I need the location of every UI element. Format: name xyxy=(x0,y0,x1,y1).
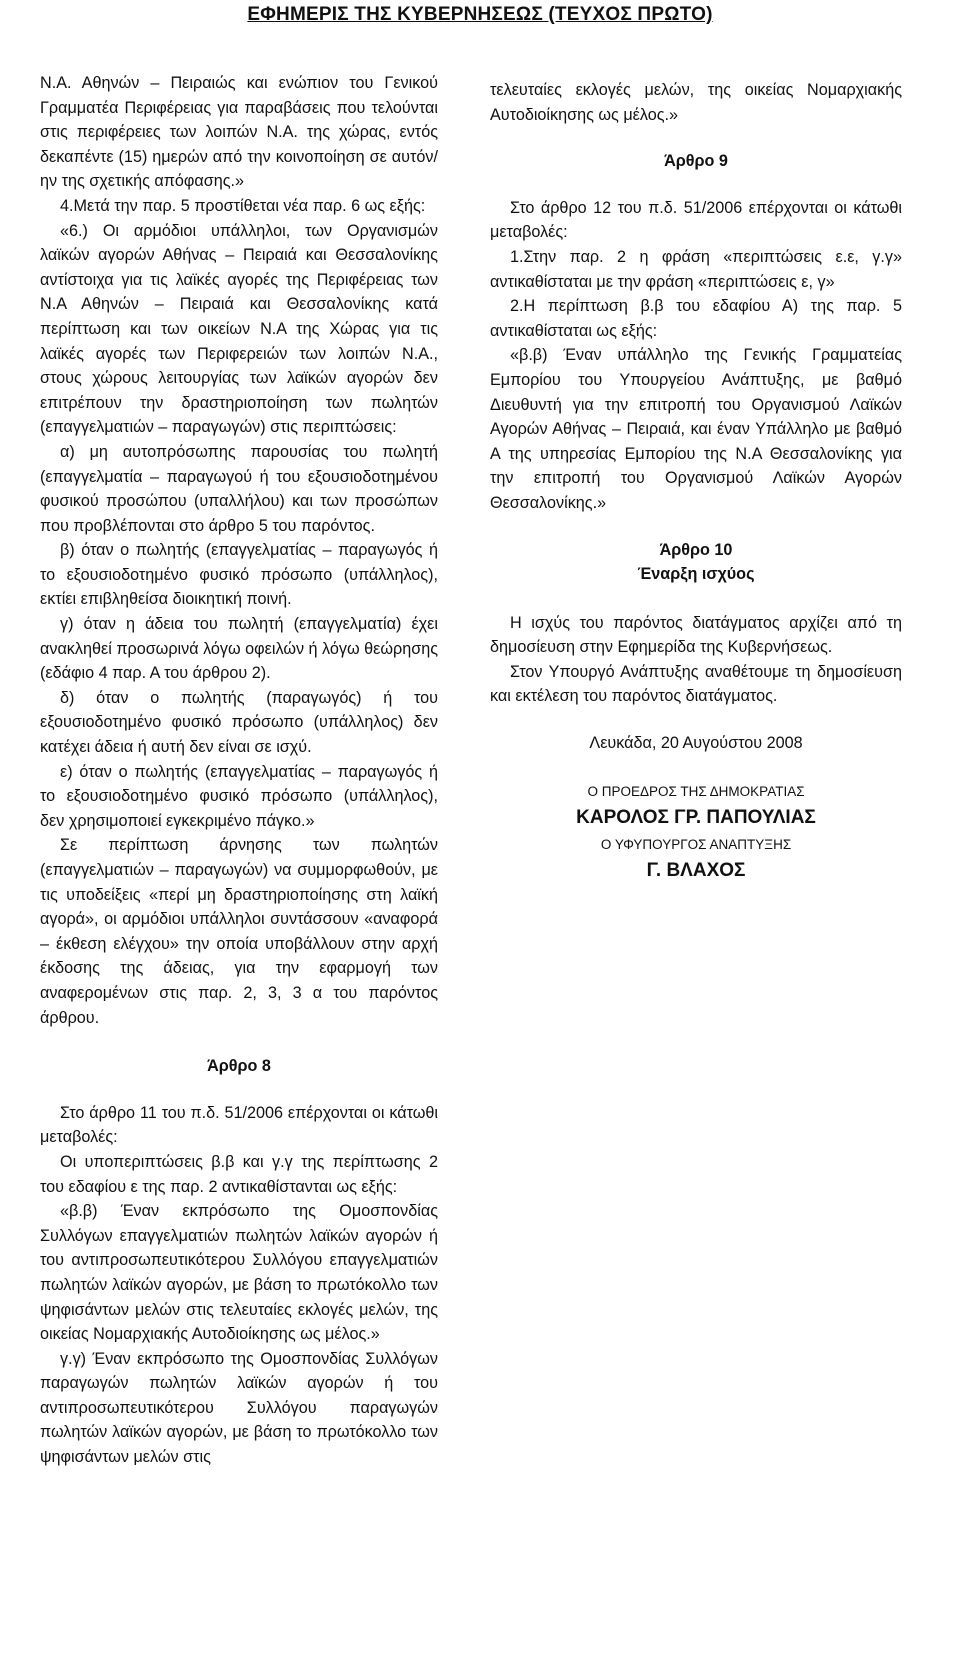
paragraph: Στον Υπουργό Ανάπτυξης αναθέτουμε τη δημοσίευση και εκτέλεση του παρόντος διατάγματος. xyxy=(490,662,902,706)
paragraph: Η ισχύς του παρόντος διατάγματος αρχίζει από τη δημοσίευση στην Εφημερίδα της Κυβερνήσεως. xyxy=(490,613,902,657)
right-column xyxy=(490,78,902,884)
paragraph: γ) όταν η άδεια του πωλητή (επαγγελματία) έχει ανακληθεί προσωρινά λόγω οφειλών ή λόγω θεώρησης (εδάφιο 4 παρ. Α του άρθρου 2). xyxy=(40,615,438,683)
article-9-title: Άρθρο 9 xyxy=(664,152,728,171)
gazette-header: ΕΦΗΜΕΡΙΣ ΤΗΣ ΚΥΒΕΡΝΗΣΕΩΣ (ΤΕΥΧΟΣ ΠΡΩΤΟ) xyxy=(247,4,713,25)
paragraph: Στο άρθρο 11 του π.δ. 51/2006 επέρχονται οι κάτωθι μεταβολές: xyxy=(40,1103,438,1147)
paragraph: γ.γ) Έναν εκπρόσωπο της Ομοσπονδίας Συλλόγων παραγωγών πωλητών λαϊκών αγορών ή του αντιπροσωπευτικότερου Συλλόγου παραγωγών πωλητών λαϊκών αγορών, με βάση το πρωτόκολλο των ψηφισάντων μελών στις xyxy=(40,1349,438,1467)
paragraph: Στο άρθρο 12 του π.δ. 51/2006 επέρχονται οι κάτωθι μεταβολές: xyxy=(490,198,902,242)
left-column xyxy=(40,71,438,1470)
paragraph: α) μη αυτοπρόσωπης παρουσίας του πωλητή (επαγγελματία – παραγωγού ή του εξουσιοδοτημένου φυσικού προσώπου (υπαλλήλου) και των προσώπων που προβλέπονται στο άρθρο 5 του παρόντος. xyxy=(40,442,438,535)
paragraph: «6.) Οι αρμόδιοι υπάλληλοι, των Οργανισμών λαϊκών αγορών Αθήνας – Πειραιά και Θεσσαλονίκης αντίστοιχα για τις λαϊκές αγορές της Περιφέρειας των Ν.Α Αθηνών – Πειραιά και Θεσσαλονίκης κατά περίπτωση και των οικείων Ν.Α της Χώρας για τις λαϊκές αγορές των Περιφερειών των λοιπών Ν.Α., στους χώρους λειτουργίας των λαϊκών αγορών δεν επιτρέπουν την δραστηριοποίηση των πωλητών (επαγγελματιών – παραγωγών) στις περιπτώσεις: xyxy=(40,221,438,437)
paragraph: Ν.Α. Αθηνών – Πειραιώς και ενώπιον του Γενικού Γραμματέα Περιφέρειας για παραβάσεις που τελούνται στις περιφέρειες των λοιπών Ν.Α. της χώρας, εντός δεκαπέντε (15) ημερών από την κοινοποίηση σε αυτόν/ην της σχετικής απόφασης.» xyxy=(40,74,438,191)
minister-title: Ο ΥΦΥΠΟΥΡΓΟΣ ΑΝΑΠΤΥΞΗΣ xyxy=(600,836,792,852)
paragraph: δ) όταν ο πωλητής (παραγωγός) ή του εξουσιοδοτημένο φυσικό πρόσωπο (υπάλληλος) δεν κατέχει άδεια ή αυτή δεν είναι σε ισχύ. xyxy=(40,688,438,757)
paragraph: 2.Η περίπτωση β.β του εδαφίου Α) της παρ. 5 αντικαθίσταται ως εξής: xyxy=(490,297,902,340)
paragraph: 1.Στην παρ. 2 η φράση «περιπτώσεις ε.ε, γ.γ» αντικαθίσταται με την φράση «περιπτώσεις ε, γ» xyxy=(490,247,902,291)
paragraph: 4.Μετά την παρ. 5 προστίθεται νέα παρ. 6 ως εξής: xyxy=(60,196,426,215)
paragraph: Οι υποπεριπτώσεις β.β και γ.γ της περίπτωσης 2 του εδαφίου ε της παρ. 2 αντικαθίστανται ως εξής: xyxy=(40,1152,438,1196)
president-title: Ο ΠΡΟΕΔΡΟΣ ΤΗΣ ΔΗΜΟΚΡΑΤΙΑΣ xyxy=(587,783,805,799)
minister-name: Γ. ΒΛΑΧΟΣ xyxy=(646,860,746,882)
article-10-title: Άρθρο 10 xyxy=(659,540,733,559)
paragraph: τελευταίες εκλογές μελών, της οικείας Νομαρχιακής Αυτοδιοίκησης ως μέλος.» xyxy=(490,81,902,124)
paragraph: «β.β) Έναν υπάλληλο της Γενικής Γραμματείας Εμπορίου του Υπουργείου Ανάπτυξης, με βαθμό Διευθυντή για την επιτροπή του Οργανισμού Λαϊκών Αγορών Αθήνας – Πειραιά, και έναν Υπάλληλο με βαθμό Α της υπηρεσίας Εμπορίου της Ν.Α Θεσσαλονίκης για την επιτροπή του Οργανισμού Λαϊκών Αγορών Θεσσαλονίκης.» xyxy=(490,346,902,512)
paragraph: Σε περίπτωση άρνησης των πωλητών (επαγγελματιών – παραγωγών) να συμμορφωθούν, με τις υποδείξεις «περί μη δραστηριοποίησης στη λαϊκή αγορά», οι αρμόδιοι υπάλληλοι συντάσσουν «αναφορά – έκθεση ελέγχου» την οποία υποβάλλουν στην αρχή έκδοσης της άδειας, για την εφαρμογή των αναφερομένων στις παρ. 2, 3, 3 α του παρόντος άρθρου. xyxy=(40,836,438,1027)
paragraph: β) όταν ο πωλητής (επαγγελματίας – παραγωγός ή το εξουσιοδοτημένο φυσικό πρόσωπο (υπάλληλος), εκτίει επιβληθείσα διοικητική ποινή. xyxy=(40,541,438,609)
paragraph: «β.β) Έναν εκπρόσωπο της Ομοσπονδίας Συλλόγων επαγγελματιών πωλητών λαϊκών αγορών ή του αντιπροσωπευτικότερου Συλλόγου επαγγελματιών πωλητών λαϊκών αγορών, με βάση το πρωτόκολλο των ψηφισάντων μελών στις τελευταίες εκλογές μελών, της οικείας Νομαρχιακής Αυτοδιοίκησης ως μέλος.» xyxy=(40,1202,438,1344)
president-name: ΚΑΡΟΛΟΣ ΓΡ. ΠΑΠΟΥΛΙΑΣ xyxy=(576,807,816,829)
paragraph: ε) όταν ο πωλητής (επαγγελματίας – παραγωγός ή το εξουσιοδοτημένο φυσικό πρόσωπο (υπάλληλος), δεν χρησιμοποιεί εγκεκριμένο πάγκο.» xyxy=(40,762,438,830)
place-date: Λευκάδα, 20 Αυγούστου 2008 xyxy=(589,734,803,753)
article-8-title: Άρθρο 8 xyxy=(207,1057,271,1076)
article-10-subtitle: Έναρξη ισχύος xyxy=(637,565,755,584)
